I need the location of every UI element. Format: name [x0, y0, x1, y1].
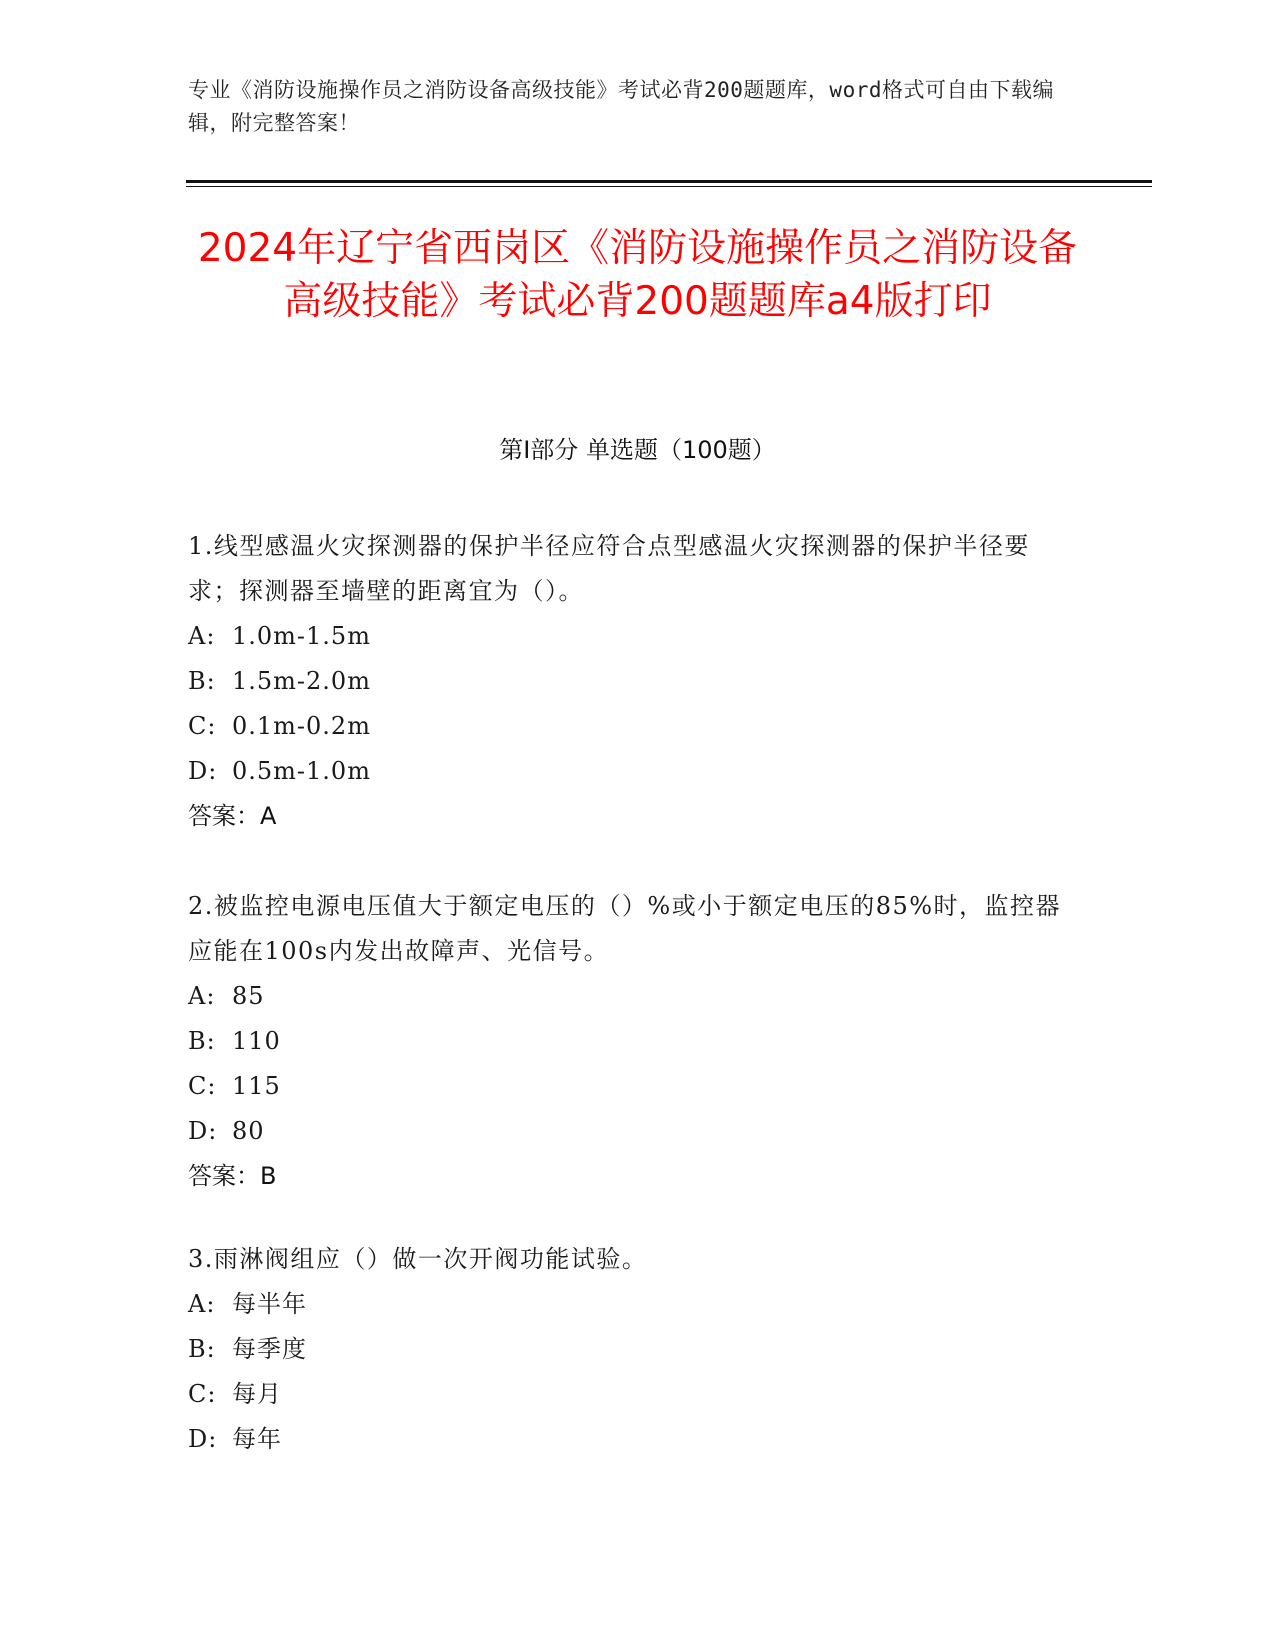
option-letter: C:	[188, 1072, 217, 1100]
option-c	[188, 1064, 1078, 1109]
option-letter: D:	[188, 1425, 218, 1453]
option-text: 每年	[232, 1425, 282, 1453]
option-text: 每月	[232, 1380, 282, 1408]
option-text: 85	[232, 982, 265, 1010]
option-letter: D:	[188, 1117, 218, 1145]
option-letter: C:	[188, 712, 217, 740]
question-2	[188, 884, 1078, 1199]
question-stem: 1.线型感温火灾探测器的保护半径应符合点型感温火灾探测器的保护半径要求；探测器至墙壁的距离宜为（）。	[188, 532, 1030, 605]
option-letter: A:	[188, 982, 216, 1010]
option-text: 每半年	[232, 1290, 307, 1318]
option-letter: D:	[188, 757, 218, 785]
option-text: 1.5m-2.0m	[232, 667, 371, 695]
header-divider-thick	[186, 180, 1152, 183]
header-note: 专业《消防设施操作员之消防设备高级技能》考试必背200题题库，word格式可自由下载编辑，附完整答案！	[188, 78, 1054, 135]
option-a	[188, 614, 1078, 659]
option-letter: B:	[188, 667, 216, 695]
option-b	[188, 1019, 1078, 1064]
option-letter: B:	[188, 1335, 216, 1363]
option-b	[188, 659, 1078, 704]
option-letter: A:	[188, 622, 216, 650]
section-title: 第I部分 单选题（100题）	[499, 436, 776, 464]
option-letter: A:	[188, 1290, 216, 1318]
option-c	[188, 704, 1078, 749]
option-d	[188, 1109, 1078, 1154]
option-text: 0.1m-0.2m	[232, 712, 371, 740]
option-text: 80	[232, 1117, 265, 1145]
document-title: 2024年辽宁省西岗区《消防设施操作员之消防设备高级技能》考试必背200题题库a4版打印	[197, 226, 1078, 324]
option-a	[188, 1282, 1078, 1327]
option-text: 115	[232, 1072, 281, 1100]
header-divider-thin	[186, 186, 1152, 187]
option-d	[188, 1417, 1078, 1462]
option-letter: B:	[188, 1027, 216, 1055]
option-text: 每季度	[232, 1335, 307, 1363]
option-text: 1.0m-1.5m	[232, 622, 371, 650]
option-c	[188, 1372, 1078, 1417]
answer: 答案：B	[188, 1162, 277, 1190]
option-a	[188, 974, 1078, 1019]
question-3	[188, 1237, 1078, 1462]
option-text: 0.5m-1.0m	[232, 757, 371, 785]
option-b	[188, 1327, 1078, 1372]
question-stem: 2.被监控电源电压值大于额定电压的（）%或小于额定电压的85%时，监控器应能在100s内发出故障声、光信号。	[188, 892, 1062, 965]
question-1	[188, 524, 1078, 839]
option-letter: C:	[188, 1380, 217, 1408]
option-d	[188, 749, 1078, 794]
question-stem: 3.雨淋阀组应（）做一次开阀功能试验。	[188, 1245, 648, 1273]
option-text: 110	[232, 1027, 281, 1055]
answer: 答案：A	[188, 802, 277, 830]
